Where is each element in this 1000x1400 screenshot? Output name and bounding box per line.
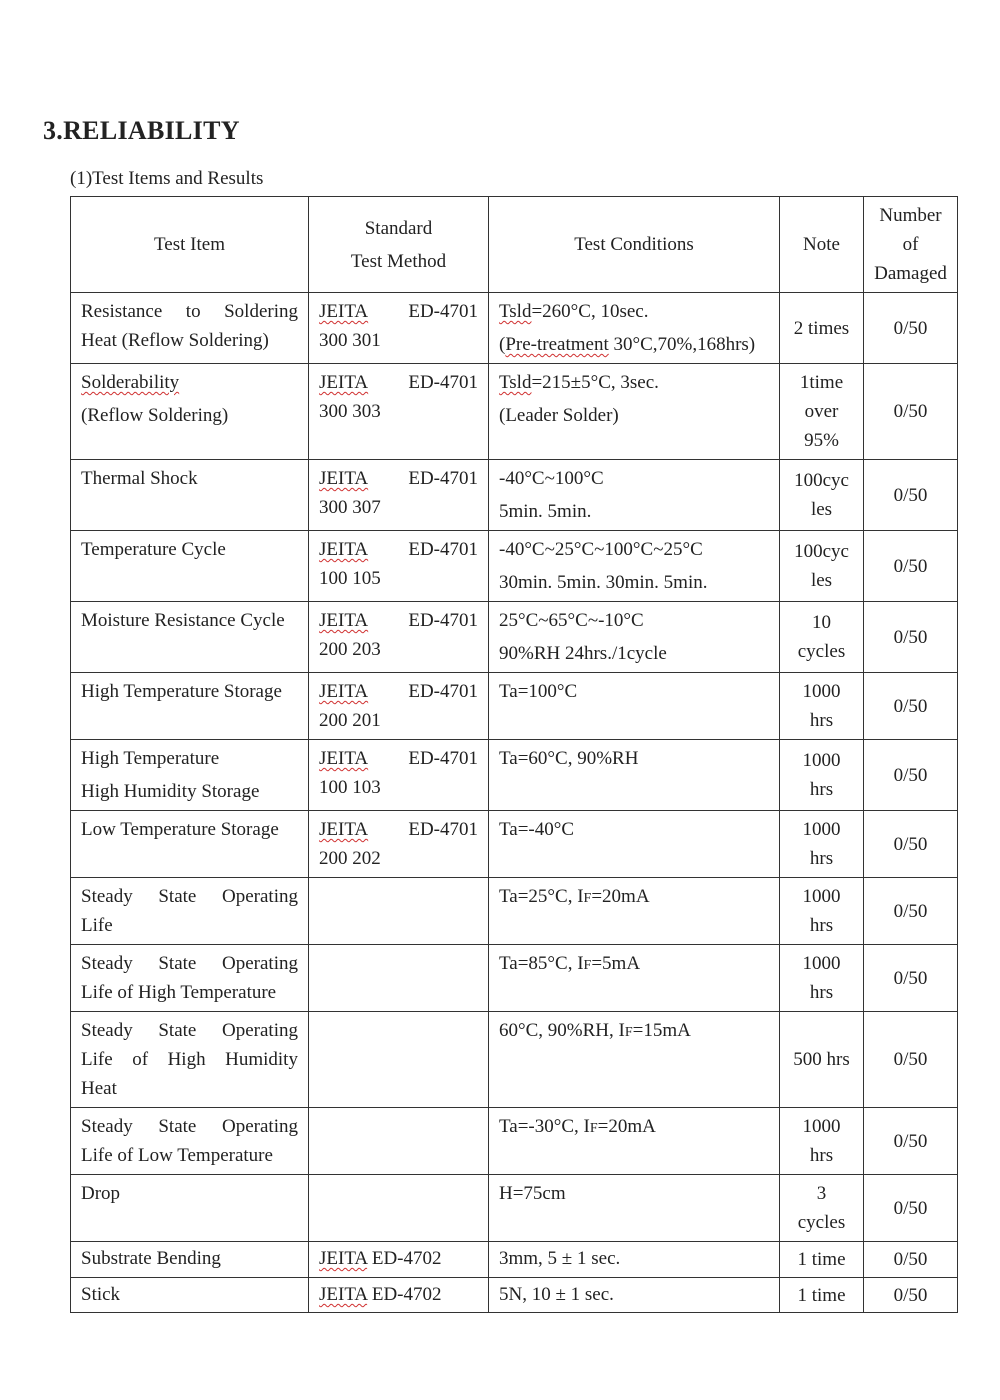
method-cell: JEITA ED-4701 200 202 bbox=[309, 811, 489, 878]
header-test-item: Test Item bbox=[71, 197, 309, 293]
conditions-cell: Ta=100°C bbox=[489, 673, 780, 740]
damaged-cell: 0/50 bbox=[864, 1278, 958, 1313]
damaged-cell: 0/50 bbox=[864, 460, 958, 531]
item-word: State bbox=[158, 953, 197, 974]
damaged-cell: 0/50 bbox=[864, 878, 958, 945]
reliability-table bbox=[70, 196, 958, 1313]
conditions-cell: 3mm, 5 ± 1 sec. bbox=[489, 1242, 780, 1278]
item-line bbox=[81, 297, 298, 326]
note-cell: 1 time bbox=[780, 1278, 864, 1313]
item-word: Operating bbox=[222, 886, 298, 907]
conditions-cell: 5N, 10 ± 1 sec. bbox=[489, 1278, 780, 1313]
item-word: to bbox=[185, 301, 201, 322]
note-cell: 100cyc les bbox=[780, 460, 864, 531]
damaged-cell: 0/50 bbox=[864, 293, 958, 364]
item-word: Life bbox=[81, 1049, 113, 1070]
damaged-cell: 0/50 bbox=[864, 602, 958, 673]
conditions-cell: H=75cm bbox=[489, 1175, 780, 1242]
table-row bbox=[71, 1242, 958, 1278]
conditions-cell: Ta=-40°C bbox=[489, 811, 780, 878]
damaged-cell: 0/50 bbox=[864, 364, 958, 460]
test-item-cell: Moisture Resistance Cycle bbox=[71, 602, 309, 673]
header-row bbox=[71, 197, 958, 293]
item-word: State bbox=[158, 1116, 197, 1137]
item-word: State bbox=[158, 1020, 197, 1041]
header-test-method: Standard Test Method bbox=[309, 197, 489, 293]
method-cell: JEITA ED-4701 300 307 bbox=[309, 460, 489, 531]
method-cell: JEITA ED-4701 100 105 bbox=[309, 531, 489, 602]
header-test-conditions: Test Conditions bbox=[489, 197, 780, 293]
note-cell: 1000 hrs bbox=[780, 673, 864, 740]
test-item-cell: Steady State Operating Life of Low Temperature bbox=[71, 1108, 309, 1175]
method-cell: JEITA ED-4701 300 301 bbox=[309, 293, 489, 364]
damaged-cell: 0/50 bbox=[864, 1012, 958, 1108]
table-row bbox=[71, 1108, 958, 1175]
test-item-cell: Temperature Cycle bbox=[71, 531, 309, 602]
header-damaged: Number of Damaged bbox=[864, 197, 958, 293]
note-cell: 100cyc les bbox=[780, 531, 864, 602]
item-word: Operating bbox=[222, 1020, 298, 1041]
item-word: Steady bbox=[81, 1116, 133, 1137]
note-cell: 1000 hrs bbox=[780, 945, 864, 1012]
method-cell bbox=[309, 1175, 489, 1242]
damaged-cell: 0/50 bbox=[864, 531, 958, 602]
note-cell: 1 time bbox=[780, 1242, 864, 1278]
table-row bbox=[71, 1012, 958, 1108]
conditions-cell: Ta=25°C, IF=20mA bbox=[489, 878, 780, 945]
test-item-cell: High Temperature High Humidity Storage bbox=[71, 740, 309, 811]
conditions-cell: Tsld=260°C, 10sec. (Pre-treatment 30°C,70%,168hrs) bbox=[489, 293, 780, 364]
damaged-cell: 0/50 bbox=[864, 1108, 958, 1175]
conditions-cell: Ta=-30°C, IF=20mA bbox=[489, 1108, 780, 1175]
test-item-cell: Thermal Shock bbox=[71, 460, 309, 531]
method-cell bbox=[309, 1108, 489, 1175]
item-word: Operating bbox=[222, 1116, 298, 1137]
method-cell: JEITA ED-4701 200 203 bbox=[309, 602, 489, 673]
test-item-cell: Solderability (Reflow Soldering) bbox=[71, 364, 309, 460]
note-cell: 1time over 95% bbox=[780, 364, 864, 460]
method-cell: JEITA ED-4701 100 103 bbox=[309, 740, 489, 811]
damaged-cell: 0/50 bbox=[864, 1175, 958, 1242]
method-cell: JEITA ED-4702 bbox=[309, 1278, 489, 1313]
header-note: Note bbox=[780, 197, 864, 293]
note-cell: 2 times bbox=[780, 293, 864, 364]
item-word: State bbox=[158, 886, 197, 907]
test-item-cell: Substrate Bending bbox=[71, 1242, 309, 1278]
method-cell: JEITA ED-4701 300 303 bbox=[309, 364, 489, 460]
section-title: 3.RELIABILITY bbox=[43, 116, 240, 145]
test-item-cell: Drop bbox=[71, 1175, 309, 1242]
item-word: Soldering bbox=[224, 301, 298, 322]
test-item-cell: High Temperature Storage bbox=[71, 673, 309, 740]
item-word: Steady bbox=[81, 953, 133, 974]
method-cell: JEITA ED-4701 200 201 bbox=[309, 673, 489, 740]
damaged-cell: 0/50 bbox=[864, 811, 958, 878]
item-word: High bbox=[167, 1049, 206, 1070]
item-word: Operating bbox=[222, 953, 298, 974]
damaged-cell: 0/50 bbox=[864, 673, 958, 740]
test-item-cell: Steady State Operating Life bbox=[71, 878, 309, 945]
damaged-cell: 0/50 bbox=[864, 740, 958, 811]
table-row bbox=[71, 878, 958, 945]
table-row bbox=[71, 1278, 958, 1313]
conditions-cell: Ta=60°C, 90%RH bbox=[489, 740, 780, 811]
method-cell bbox=[309, 878, 489, 945]
item-word: of bbox=[132, 1049, 149, 1070]
test-item-cell: Steady State Operating Life of High Humidity Heat bbox=[71, 1012, 309, 1108]
note-cell: 10 cycles bbox=[780, 602, 864, 673]
note-cell: 1000 hrs bbox=[780, 811, 864, 878]
test-item-cell: Stick bbox=[71, 1278, 309, 1313]
damaged-cell: 0/50 bbox=[864, 1242, 958, 1278]
table-row bbox=[71, 364, 958, 460]
method-cell: JEITA ED-4702 bbox=[309, 1242, 489, 1278]
table-row bbox=[71, 945, 958, 1012]
conditions-cell: 25°C~65°C~-10°C 90%RH 24hrs./1cycle bbox=[489, 602, 780, 673]
conditions-cell: 60°C, 90%RH, IF=15mA bbox=[489, 1012, 780, 1108]
note-cell: 500 hrs bbox=[780, 1012, 864, 1108]
method-cell bbox=[309, 1012, 489, 1108]
table-row bbox=[71, 460, 958, 531]
table-row bbox=[71, 1175, 958, 1242]
conditions-cell: -40°C~100°C 5min. 5min. bbox=[489, 460, 780, 531]
table-row bbox=[71, 531, 958, 602]
test-item-cell: Low Temperature Storage bbox=[71, 811, 309, 878]
note-cell: 3 cycles bbox=[780, 1175, 864, 1242]
table-row bbox=[71, 293, 958, 364]
item-word: Steady bbox=[81, 1020, 133, 1041]
conditions-cell: Tsld=215±5°C, 3sec. (Leader Solder) bbox=[489, 364, 780, 460]
table-row bbox=[71, 740, 958, 811]
conditions-cell: Ta=85°C, IF=5mA bbox=[489, 945, 780, 1012]
table-subtitle: (1)Test Items and Results bbox=[70, 168, 264, 189]
note-cell: 1000 hrs bbox=[780, 740, 864, 811]
note-cell: 1000 hrs bbox=[780, 1108, 864, 1175]
damaged-cell: 0/50 bbox=[864, 945, 958, 1012]
note-cell: 1000 hrs bbox=[780, 878, 864, 945]
conditions-cell: -40°C~25°C~100°C~25°C 30min. 5min. 30min. 5min. bbox=[489, 531, 780, 602]
method-cell bbox=[309, 945, 489, 1012]
item-word: Steady bbox=[81, 886, 133, 907]
item-word: Humidity bbox=[225, 1049, 298, 1070]
table-row bbox=[71, 811, 958, 878]
test-item-cell: Steady State Operating Life of High Temperature bbox=[71, 945, 309, 1012]
test-item-cell: Resistance to Soldering Heat (Reflow Soldering) bbox=[71, 293, 309, 364]
table-row bbox=[71, 673, 958, 740]
table-row bbox=[71, 602, 958, 673]
item-word: Resistance bbox=[81, 301, 163, 322]
